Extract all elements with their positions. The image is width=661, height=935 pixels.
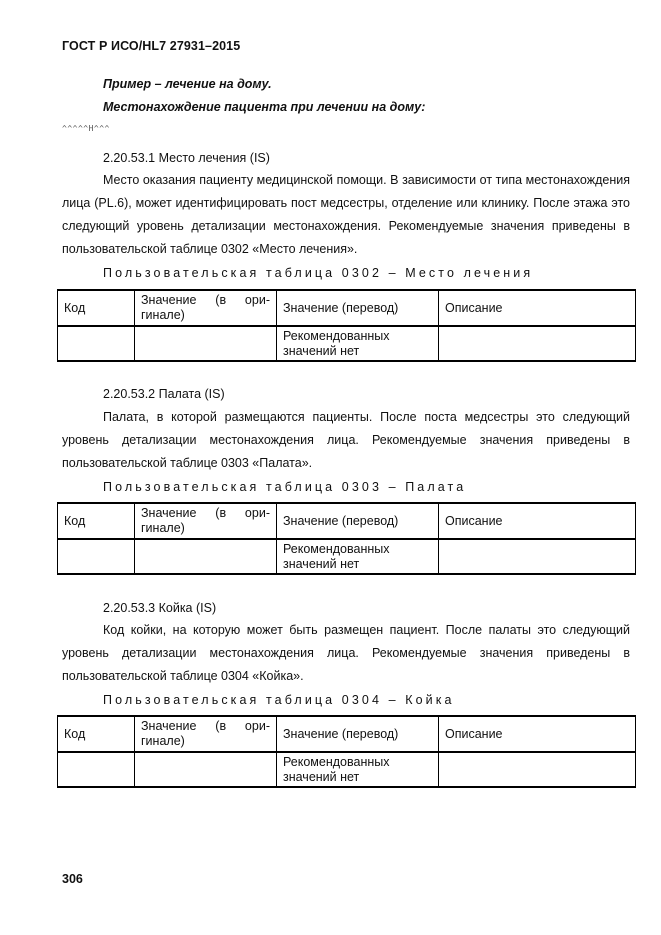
table-cell: Рекомендованных значений нет xyxy=(277,752,439,787)
header-cell-code: Код xyxy=(58,503,135,539)
header-cell-code: Код xyxy=(58,716,135,752)
table-row xyxy=(58,752,636,787)
table-cell xyxy=(135,539,277,574)
document-header: ГОСТ Р ИСО/HL7 27931–2015 xyxy=(62,39,241,53)
table-cell xyxy=(135,326,277,361)
table-0302 xyxy=(57,289,636,362)
table-cell xyxy=(439,752,636,787)
header-cell-code: Код xyxy=(58,290,135,326)
table-row xyxy=(58,539,636,574)
page-number: 306 xyxy=(62,872,83,886)
header-cell-original: Значение (в оригинале) xyxy=(135,503,277,539)
section-heading-0302: 2.20.53.1 Место лечения (IS) xyxy=(103,151,270,165)
table-caption-0303: Пользовательская таблица 0303 – Палата xyxy=(103,480,467,494)
table-cell xyxy=(135,752,277,787)
header-cell-original: Значение (в оригинале) xyxy=(135,716,277,752)
table-cell xyxy=(58,752,135,787)
example-subtitle: Местонахождение пациента при лечении на дому: xyxy=(103,100,426,114)
table-cell xyxy=(58,326,135,361)
table-cell xyxy=(58,539,135,574)
header-cell-original: Значение (в оригинале) xyxy=(135,290,277,326)
table-0303 xyxy=(57,502,636,575)
header-cell-description: Описание xyxy=(439,290,636,326)
table-header-row xyxy=(58,716,636,752)
header-cell-translation: Значение (перевод) xyxy=(277,503,439,539)
table-header-row xyxy=(58,290,636,326)
example-code: ^^^^^H^^^ xyxy=(62,124,110,133)
header-cell-translation: Значение (перевод) xyxy=(277,290,439,326)
table-cell xyxy=(439,539,636,574)
table-cell: Рекомендованных значений нет xyxy=(277,326,439,361)
section-paragraph-0303: Палата, в которой размещаются пациенты. После поста медсестры это следующий уровень детализации местонахождения лица. Рекомендуемые значения приведены в пользовательской таблице 0303 «Палата». xyxy=(62,410,630,470)
example-title: Пример – лечение на дому. xyxy=(103,77,272,91)
header-cell-description: Описание xyxy=(439,716,636,752)
section-heading-0304: 2.20.53.3 Койка (IS) xyxy=(103,601,217,615)
table-row xyxy=(58,326,636,361)
table-0304 xyxy=(57,715,636,788)
table-caption-0304: Пользовательская таблица 0304 – Койка xyxy=(103,693,455,707)
header-cell-translation: Значение (перевод) xyxy=(277,716,439,752)
section-paragraph-0302: Место оказания пациенту медицинской помощи. В зависимости от типа местонахождения лица (PL.6), может идентифицировать пост медсестры, отделение или клинику. После этажа это следующий уровень детализации местонахождения. Рекомендуемые значения приведены в пользовательской таблице 0302 «Место лечения». xyxy=(62,173,630,256)
section-paragraph-0304: Код койки, на которую может быть размещен пациент. После палаты это следующий уровень детализации местонахождения лица. Рекомендуемые значения приведены в пользовательской таблице 0304 «Койка». xyxy=(62,623,630,683)
table-cell: Рекомендованных значений нет xyxy=(277,539,439,574)
table-header-row xyxy=(58,503,636,539)
table-caption-0302: Пользовательская таблица 0302 – Место лечения xyxy=(103,266,534,280)
header-cell-description: Описание xyxy=(439,503,636,539)
table-cell xyxy=(439,326,636,361)
section-heading-0303: 2.20.53.2 Палата (IS) xyxy=(103,387,225,401)
